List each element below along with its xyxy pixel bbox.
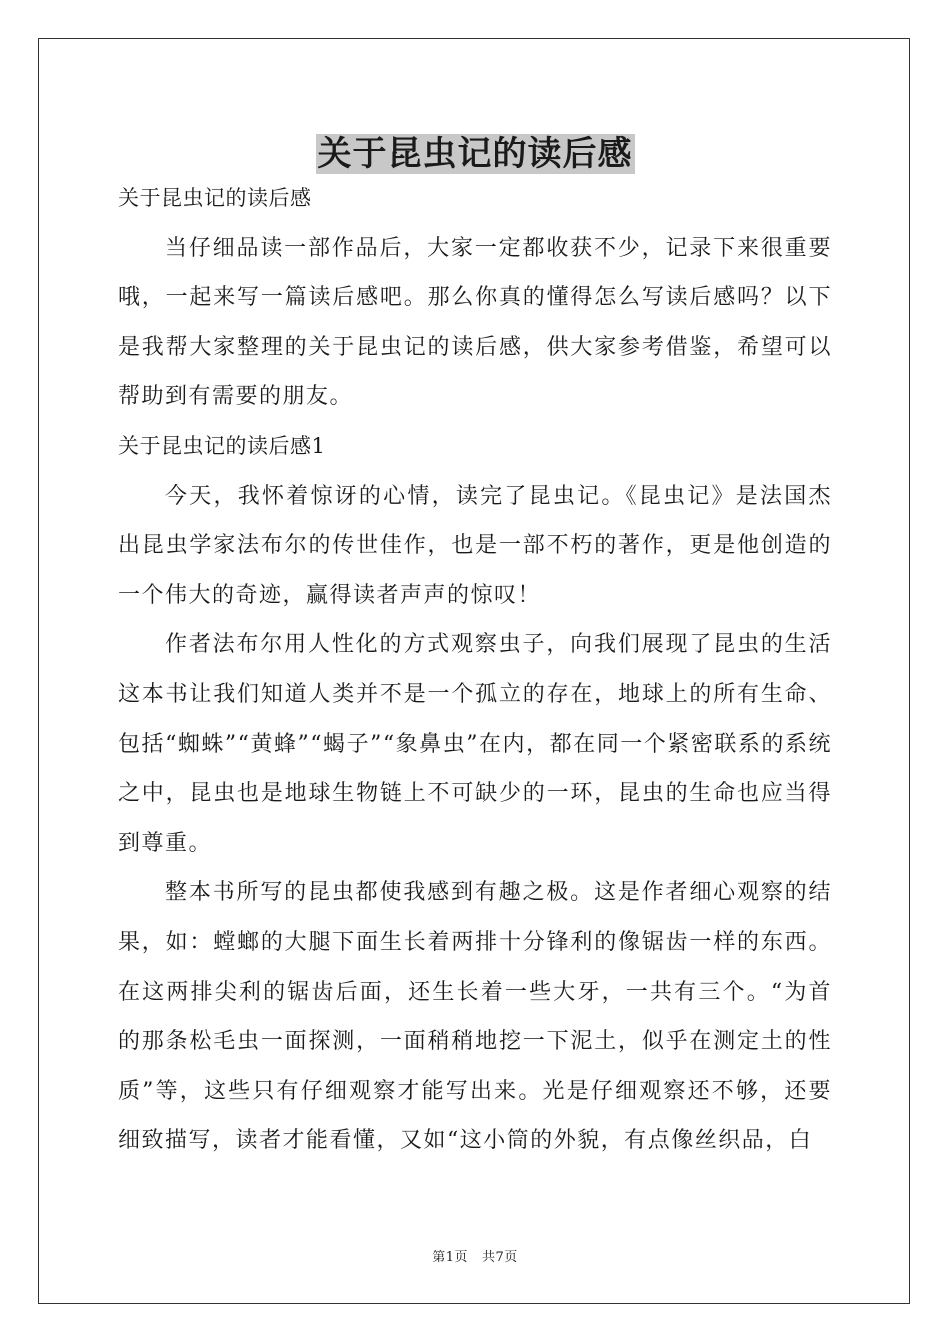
intro-paragraph: 当仔细品读一部作品后，大家一定都收获不少，记录下来很重要哦，一起来写一篇读后感吧。那么你真的懂得怎么写读后感吗？以下是我帮大家整理的关于昆虫记的读后感，供大家参考借鉴，希望可以帮助到有需要的朋友。 xyxy=(118,235,832,410)
body-paragraph: 今天，我怀着惊讶的心情，读完了昆虫记。《昆虫记》是法国杰出昆虫学家法布尔的传世佳作，也是一部不朽的著作，更是他创造的一个伟大的奇迹，赢得读者声声的惊叹！ xyxy=(118,483,832,608)
page-total: 共7页 xyxy=(482,1250,518,1265)
section-heading: 关于昆虫记的读后感1 xyxy=(118,433,326,458)
page-number: 第1页 xyxy=(432,1250,468,1265)
body-paragraph: 作者法布尔用人性化的方式观察虫子，向我们展现了昆虫的生活这本书让我们知道人类并不是一个孤立的存在，地球上的所有生命、包括“蜘蛛”“黄蜂”“蝎子”“象鼻虫”在内，都在同一个紧密联系的系统之中，昆虫也是地球生物链上不可缺少的一环，昆虫的生命也应当得到尊重。 xyxy=(118,632,832,856)
page-footer xyxy=(0,1246,950,1265)
section-heading: 关于昆虫记的读后感 xyxy=(118,186,312,210)
document-title-wrap xyxy=(0,126,950,175)
body-paragraph: 整本书所写的昆虫都使我感到有趣之极。这是作者细心观察的结果，如：螳螂的大腿下面生长着两排十分锋利的像锯齿一样的东西。在这两排尖利的锯齿后面，还生长着一些大牙，一共有三个。“为首的那条松毛虫一面探测，一面稍稍地挖一下泥土，似乎在测定土的性质”等，这些只有仔细观察才能写出来。光是仔细观察还不够，还要细致描写，读者才能看懂，又如“这小筒的外貌，有点像丝织品，白 xyxy=(118,880,832,1154)
document-body xyxy=(118,174,832,1166)
document-title: 关于昆虫记的读后感 xyxy=(317,134,633,174)
